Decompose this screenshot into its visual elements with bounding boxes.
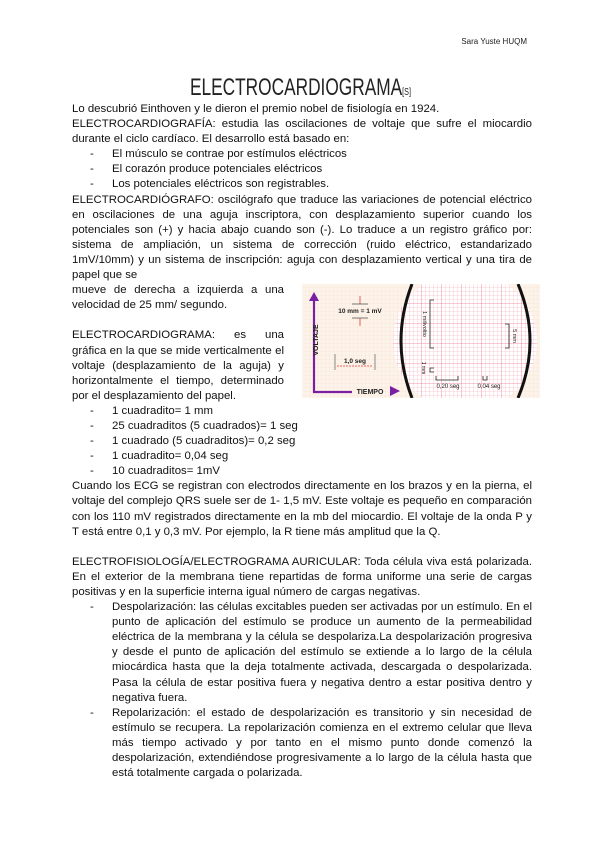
list-item: - 10 cuadraditos= 1mV [72,464,532,479]
020-seg-label: 0,20 seg [436,384,460,390]
electrocardiografo-line: mueve de derecha a izquierda a una [72,284,284,297]
electrocardiografo-line: velocidad de 25 mm/ segundo. [72,299,228,312]
list-item: - Repolarización: el estado de despolarización es transitorio y sin necesidad de estímulo se recupera. La repolarización comienza en el extremo celular que lleva más tiempo activado y por tanto en el mismo punto donde comenzó la despolarización, extendiéndose progresivamente a lo largo de la célula hasta que está totalmente cargada o polarizada. [72,706,532,781]
one-mm-label: 1 mm [420,361,426,375]
electrofisiologia-paragraph: ELECTROFISIOLOGÍA/ELECTROGRAMA AURICULAR: Toda célula viva está polarizada. En el exterior de la membrana tiene repartidas de forma uniforme una serie de cargas positivas y en la superficie interna igual número de cargas negativas. [72,555,532,598]
ecg-voltage-paragraph: Cuando los ECG se registran con electrodos directamente en los brazos y en la pierna, el voltaje del complejo QRS suele ser de 1- 1,5 mV. Este voltaje es pequeño en comparación con los 110 mV registrados directamente en la mb del miocardio. El voltaje de la onda P y T está entre 0,1 y 0,3 mV. Por ejemplo, la R tiene más amplitud que la Q. [72,480,532,538]
tiempo-label: TIEMPO [356,389,384,396]
list-item: - Despolarización: las células excitables pueden ser activadas por un estímulo. En el punto de aplicación del estímulo se produce un aumento de la permeabilidad eléctrica de la membrana y la célula se despolariza.La despolarización progresiva y desde el punto de aplicación del estímulo se extiende a lo largo de la célula miocárdica hasta que la deja totalmente activada, descargada o despolarizada. Pasa la célula de estar positiva fuera y negativa dentro a estar positiva dentro y negativa fuera. [72,600,532,706]
electrofisiologia-list [72,600,532,781]
004-seg-label: 0,04 seg [477,384,501,390]
title-main: ELECTROCARDIOGRAMA [189,74,402,101]
page-title [0,74,600,102]
voltaje-label: VOLTAJE [313,324,320,356]
document-body [72,102,532,781]
scale-label: 10 mm = 1 mV [338,308,382,315]
page-header-author: Sara Yuste HUQM [461,37,527,46]
electrocardiograma-paragraph: ELECTROCARDIOGRAMA: es una gráfica en la que se mide verticalmente el voltaje (desplazamiento de la aguja) y horizontalmente el tiempo, determinado por el desplazamiento del papel. [72,329,284,402]
title-suffix: [S] [401,87,411,98]
list-item: - 1 cuadrado (5 cuadraditos)= 0,2 seg [72,434,532,449]
list-item: - El músculo se contrae por estímulos eléctricos [72,147,532,162]
electrocardiograma-list [72,404,532,479]
electrocardiografia-list [72,147,532,192]
electrocardiografo-paragraph: ELECTROCARDIÓGRAFO: oscilógrafo que traduce las variaciones de potencial eléctrico en oscilaciones de una aguja inscriptora, con desplazamiento superior cuando los potenciales son (+) y hacia abajo cuando son (-). Lo traduce a un registro gráfico por: sistema de ampliación, un sistema de corrección (ruido eléctrico, estandarizado 1mV/10mm) y un sistema de inscripción: aguja con desplazamiento vertical y una tira de papel que se [72,193,532,282]
electrocardiografia-paragraph: ELECTROCARDIOGRAFÍA: estudia las oscilaciones de voltaje que sufre el miocardio durante el ciclo cardíaco. El desarrollo está basado en: [72,118,532,146]
list-item: - 1 cuadradito= 0,04 seg [72,449,532,464]
one-second-label: 1,0 seg [343,358,367,365]
millivolt-label: 1 milivoltio [421,311,427,337]
list-item: - 1 cuadradito= 1 mm [72,404,532,419]
list-item: - El corazón produce potenciales eléctricos [72,162,532,177]
list-item: - 25 cuadraditos (5 cuadrados)= 1 seg [72,419,532,434]
ecg-paper-figure [302,284,540,398]
intro-paragraph: Lo descubrió Einthoven y le dieron el premio nobel de fisiología en 1924. [72,103,440,115]
five-mm-label: 5 mm [511,329,517,343]
list-item: - Los potenciales eléctricos son registrables. [72,177,532,192]
